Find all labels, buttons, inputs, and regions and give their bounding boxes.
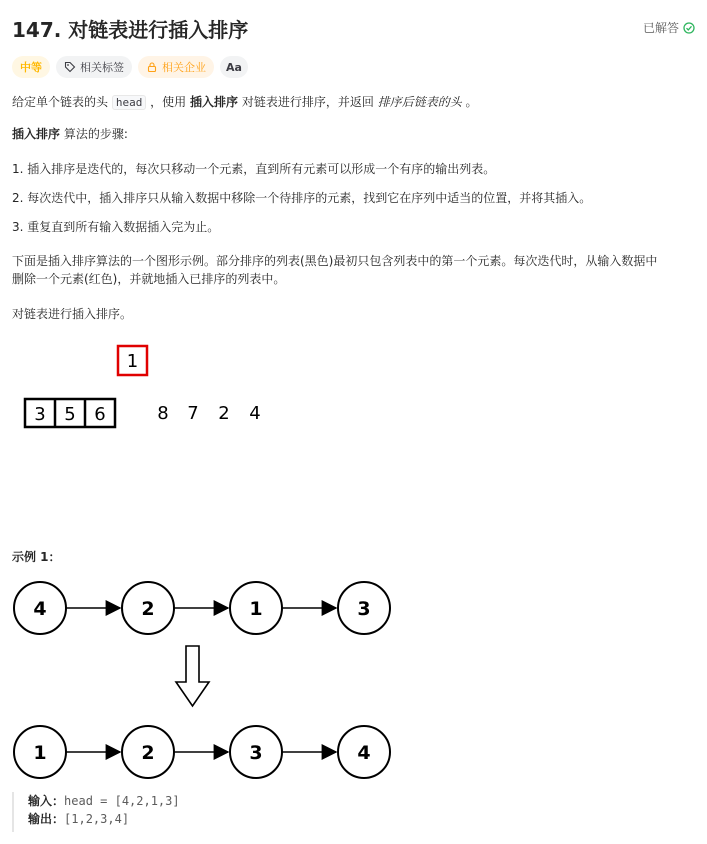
step-3: 3. 重复直到所有输入数据插入完为止。 xyxy=(12,220,220,234)
step-1: 1. 插入排序是迭代的，每次只移动一个元素，直到所有元素可以形成一个有序的输出列表。 xyxy=(12,162,496,176)
desc-bold: 插入排序 xyxy=(190,95,239,109)
desc-text: 。 xyxy=(465,95,478,109)
desc-text: 给定单个链表的头 xyxy=(12,95,109,109)
sorted-value: 3 xyxy=(34,404,46,425)
down-arrow-icon xyxy=(176,646,209,706)
topics-tag-label: 相关标签 xyxy=(80,61,124,74)
input-value: head = [4,2,1,3] xyxy=(64,794,180,808)
output-node-value: 4 xyxy=(357,742,371,764)
problem-title: 147. 对链表进行插入排序 xyxy=(12,18,249,42)
font-size-label: Aa xyxy=(226,60,242,74)
output-node-value: 1 xyxy=(33,742,47,764)
output-label: 输出： xyxy=(28,812,65,826)
sorted-value: 5 xyxy=(64,404,76,425)
description-paragraph-3-line-1: 下面是插入排序算法的一个图形示例。部分排序的列表(黑色)最初只包含列表中的第一个元素。每次迭代时，从输入数据中 xyxy=(12,254,658,268)
input-node-value: 1 xyxy=(249,598,263,620)
desc-text: 对链表进行排序，并返回 xyxy=(241,95,374,109)
description-paragraph-3-line-2: 删除一个元素(红色)，并就地插入已排序的列表中。 xyxy=(12,272,286,286)
remaining-value: 4 xyxy=(249,403,261,424)
desc-italic: 排序后链表的头 xyxy=(377,95,462,109)
remaining-value: 7 xyxy=(187,403,199,424)
example-output-line xyxy=(28,810,692,828)
remaining-list xyxy=(157,403,260,424)
output-node-value: 3 xyxy=(249,742,263,764)
description-paragraph-4: 对链表进行插入排序。 xyxy=(12,307,133,321)
step-2: 2. 每次迭代中，插入排序只从输入数据中移除一个待排序的元素，找到它在序列中适当的位置，并将其插入。 xyxy=(12,191,592,205)
remaining-value: 8 xyxy=(157,403,169,424)
remaining-value: 2 xyxy=(218,403,230,424)
sorted-list xyxy=(25,399,115,427)
current-element-box xyxy=(118,346,147,375)
desc-text: ，使用 xyxy=(150,95,187,109)
input-node-value: 4 xyxy=(33,598,47,620)
companies-tag-label: 相关企业 xyxy=(162,61,206,74)
current-element-value: 1 xyxy=(126,351,139,372)
inline-code-head: head xyxy=(112,95,147,110)
output-value: [1,2,3,4] xyxy=(64,812,130,826)
example-io-block xyxy=(12,792,692,832)
example-1-title: 示例 1： xyxy=(12,550,61,564)
desc-text: 算法的步骤: xyxy=(63,127,128,141)
input-linked-list xyxy=(14,582,390,634)
solved-label: 已解答 xyxy=(642,21,679,35)
output-linked-list xyxy=(14,726,390,778)
difficulty-badge: 中等 xyxy=(12,56,50,78)
input-node-value: 3 xyxy=(357,598,371,620)
output-node-value: 2 xyxy=(141,742,155,764)
input-node-value: 2 xyxy=(141,598,155,620)
input-label: 输入： xyxy=(28,794,65,808)
desc-bold: 插入排序 xyxy=(12,127,61,141)
example-input-line xyxy=(28,792,692,810)
sorted-value: 6 xyxy=(94,404,106,425)
